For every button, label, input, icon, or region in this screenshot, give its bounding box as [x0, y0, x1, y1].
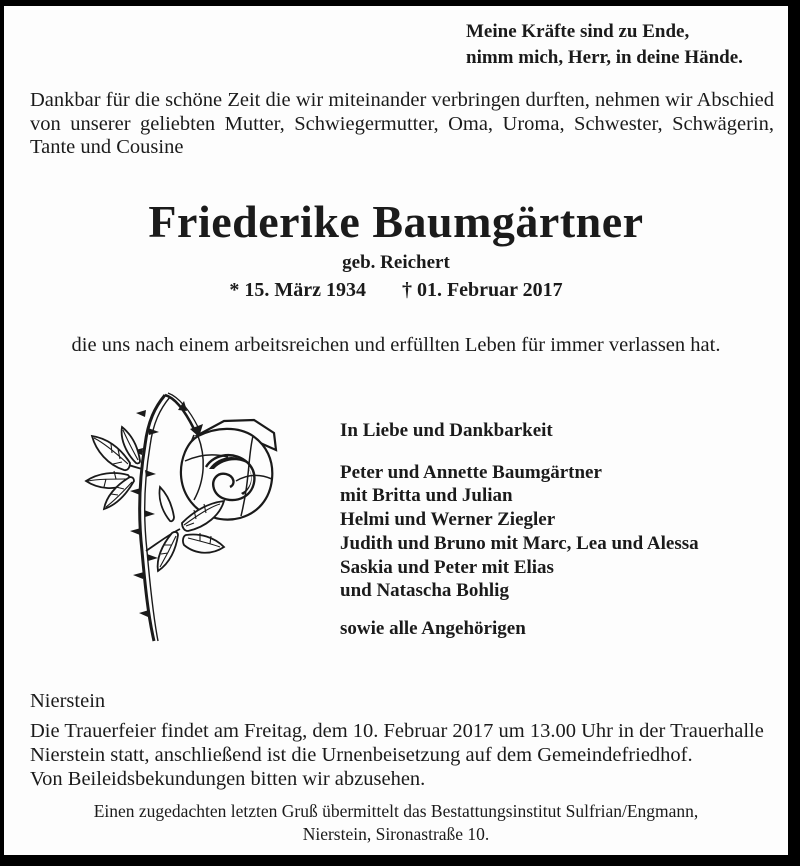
obituary-page: [4, 6, 788, 855]
mourner-line: Helmi und Werner Ziegler: [340, 509, 556, 531]
mourner-line: mit Britta und Julian: [340, 485, 513, 507]
funeral-home-note: [4, 800, 788, 845]
deceased-name: Friederike Baumgärtner: [148, 196, 644, 247]
funeral-home-note-line-2: Nierstein, Sironastraße 10.: [302, 823, 490, 844]
mourner-line: Peter und Annette Baumgärtner: [340, 461, 602, 483]
family-section: [340, 419, 699, 641]
mourner-line: Saskia und Peter mit Elias: [340, 556, 554, 578]
motto-line-2: nimm mich, Herr, in deine Hände.: [466, 47, 743, 68]
farewell-line: die uns nach einem arbeitsreichen und erfüllten Leben für immer verlassen hat.: [71, 334, 721, 356]
city-name: Nierstein: [30, 690, 106, 712]
death-date: † 01. Februar 2017: [401, 279, 563, 301]
mourner-line: und Natascha Bohlig: [340, 580, 509, 602]
life-dates: [4, 278, 788, 302]
tribute-heading: In Liebe und Dankbarkeit: [340, 420, 553, 441]
funeral-details: [30, 720, 782, 791]
deceased-header: [4, 196, 788, 302]
intro-paragraph: Dankbar für die schöne Zeit die wir miteinander verbringen durften, nehmen wir Abschied von unserer geliebten Mutter, Schwiegermutter, Oma, Uroma, Schwester, Schwägerin, Tante und Cousine: [30, 89, 774, 159]
motto-verse: [466, 19, 743, 71]
mourner-line: Judith und Bruno mit Marc, Lea und Alessa: [340, 532, 699, 554]
birth-date: * 15. März 1934: [229, 279, 366, 301]
maiden-name: geb. Reichert: [342, 252, 450, 273]
rose-line-art-icon: [78, 383, 282, 651]
funeral-home-note-line-1: Einen zugedachten letzten Gruß übermittelt das Bestattungsinstitut Sulfrian/Engmann,: [93, 801, 699, 821]
condolence-note: Von Beileidsbekundungen bitten wir abzusehen.: [30, 767, 426, 790]
funeral-info: Die Trauerfeier findet am Freitag, dem 10. Februar 2017 um 13.00 Uhr in der Trauerhalle Nierstein statt, anschließend ist die Urnenbeisetzung auf dem Gemeindefriedhof.: [30, 720, 764, 766]
motto-line-1: Meine Kräfte sind zu Ende,: [466, 21, 690, 42]
mourners-closing: sowie alle Angehörigen: [340, 617, 526, 639]
